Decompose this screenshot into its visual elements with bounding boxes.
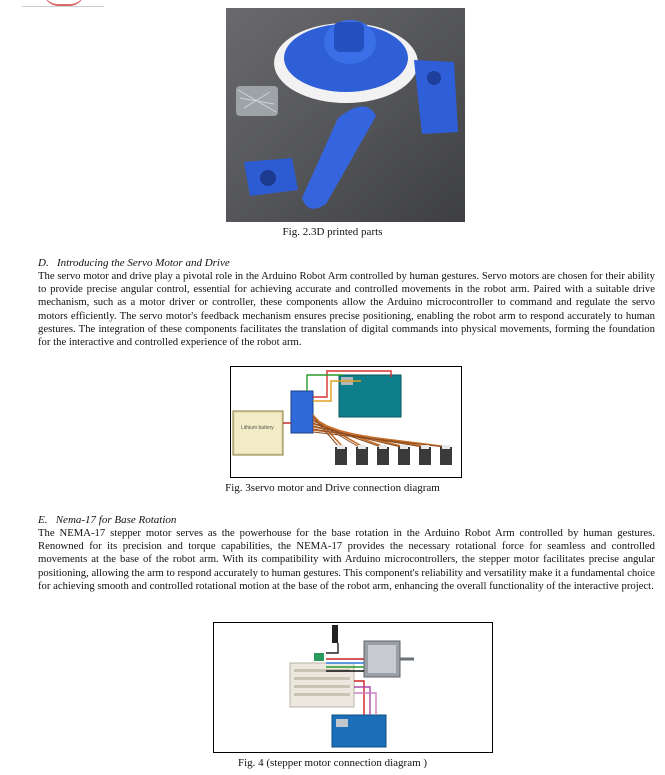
figure-3-caption: Fig. 3servo motor and Drive connection diagram: [225, 482, 440, 494]
figure-3d-printed-parts-photo: [226, 8, 465, 222]
figure-servo-drive-diagram: [230, 366, 462, 478]
figure-2-caption: Fig. 2.3D printed parts: [282, 226, 383, 238]
header-logo-fragment: [22, 0, 104, 7]
figure-4-caption: Fig. 4 (stepper motor connection diagram ): [237, 757, 428, 769]
section-d-heading: D. Introducing the Servo Motor and Drive: [38, 257, 230, 269]
battery-label: Lithium battery: [241, 425, 274, 431]
section-d-body: The servo motor and drive play a pivotal role in the Arduino Robot Arm controlled by human gestures. Servo motors are chosen for their ability to provide precise angular control, essential for achieving accurate and controlled movements in the robot arm. Paired with a suitable drive mechanism, such as a motor driver or controller, these components allow the Arduino microcontroller to command and regulate the servo motors efficiently. The servo motor's feedback mechanism ensures precise positioning, enabling the robot arm to respond accurately to human gestures. The integration of these components facilitates the translation of digital commands into physical movements, forming the foundation for the interactive and controlled experience of the robot arm.: [38, 270, 655, 349]
figure-stepper-motor-diagram: [213, 622, 493, 753]
section-e-body: The NEMA-17 stepper motor serves as the powerhouse for the base rotation in the Arduino Robot Arm controlled by human gestures. Renowned for its precision and torque capabilities, the NEMA-17 provides the necessary rotational force for seamless and controlled movements at the base of the robot arm. With its compatibility with Arduino microcontrollers, the stepper motor facilitates precise angular positioning, allowing the arm to respond accurately to human gestures. This component's reliability and versatility make it a fundamental choice for achieving smooth and controlled rotational motion at the base of the robot arm, enhancing the overall functionality of the interactive project.: [38, 527, 655, 592]
section-e-heading: E. Nema-17 for Base Rotation: [38, 514, 177, 526]
